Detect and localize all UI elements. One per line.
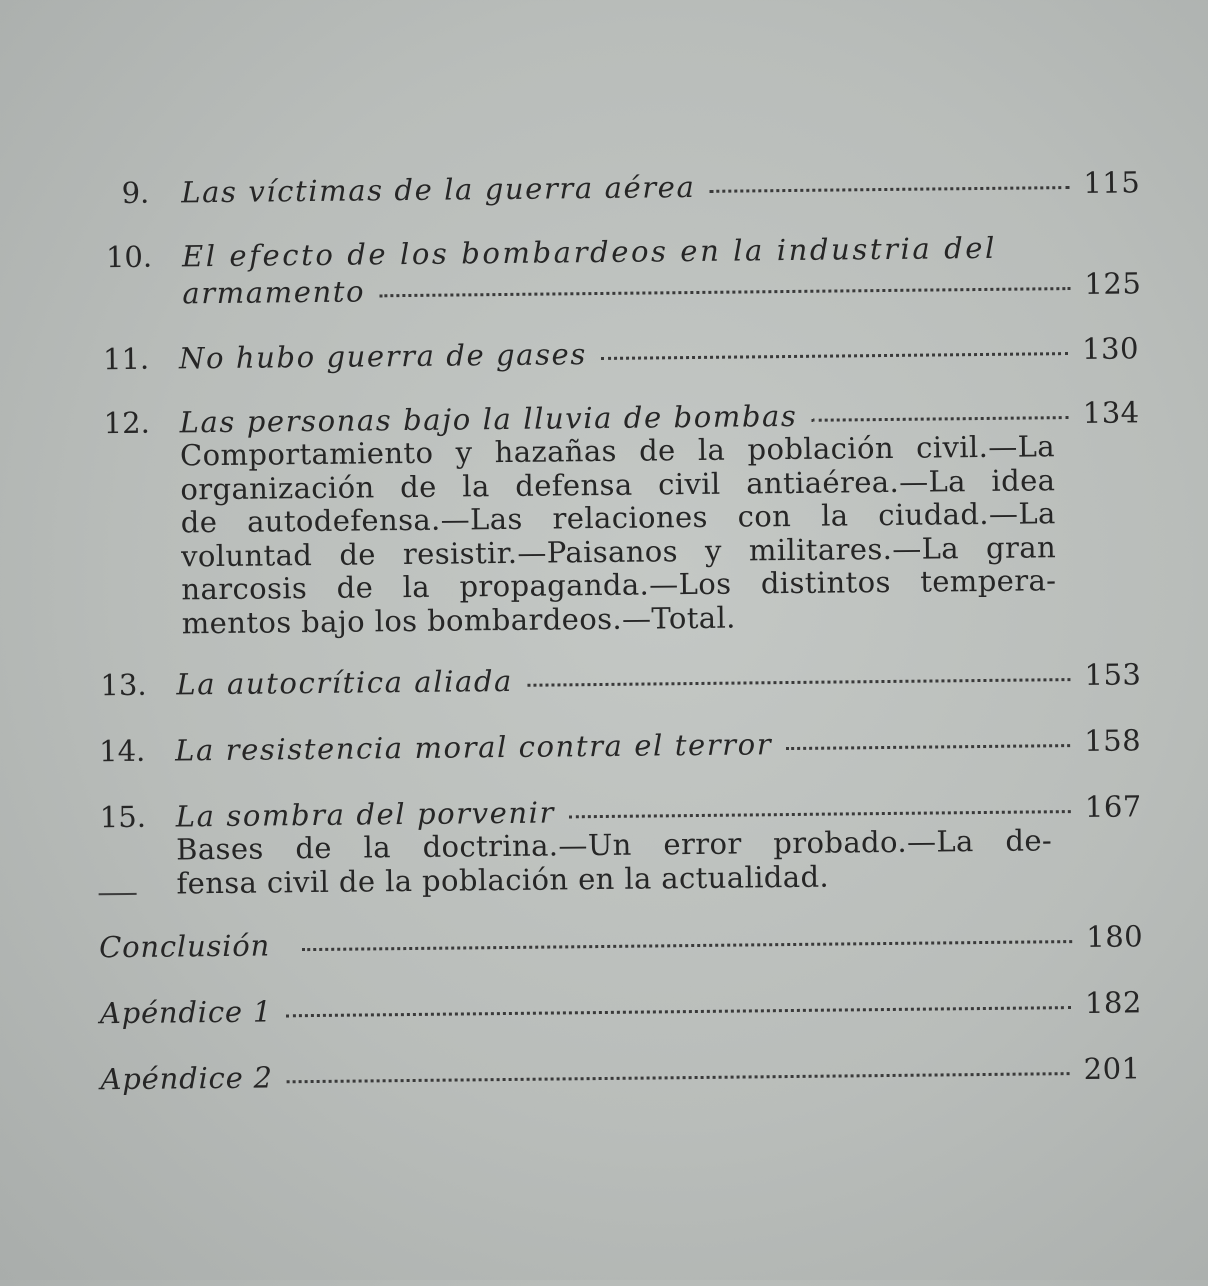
entry-number: 10. [105,239,153,275]
entry-title: La sombra del porvenir [175,795,556,834]
dot-leader [786,744,1070,750]
dot-leader [527,678,1071,687]
toc-entry-15[interactable] [100,790,1143,901]
toc-entry-appendix-2[interactable] [100,1052,1140,1096]
description-line: mentos bajo los bombardeos.—Total. [181,600,736,640]
entry-number: 14. [98,733,146,769]
dot-leader [601,352,1068,360]
dot-leader [811,416,1068,422]
description-line: narcosis de la propaganda.—Los distintos tempera- [181,563,1057,607]
entry-description [180,430,1057,640]
entry-title: Las víctimas de la guerra aérea [181,169,696,210]
toc-entry-13[interactable] [100,658,1141,702]
entry-page: 167 [1084,789,1142,824]
entry-title: Las personas bajo la lluvia de bombas [179,398,798,440]
entry-page: 153 [1084,657,1142,692]
dot-leader [569,810,1071,818]
entry-title-line-1: El efecto de los bombardeos en la industria del [181,230,998,274]
dot-leader [287,1072,1070,1083]
description-line: Bases de la doctrina.—Un error probado.—La de- [175,823,1053,867]
entry-title-line-2: armamento [182,274,366,311]
entry-number: 9. [121,175,150,210]
entry-number: 12. [103,405,151,441]
dot-leader [709,186,1069,193]
toc-entry-appendix-1[interactable] [100,986,1142,1030]
description-line: voluntad de resistir.—Paisanos y militares.—La gran [180,529,1057,573]
entry-page: 125 [1084,266,1142,301]
dot-leader [379,287,1070,297]
entry-number: 13. [100,667,147,703]
toc-entry-11[interactable] [103,332,1139,376]
ink-mark [99,893,137,895]
entry-page: 180 [1086,919,1144,954]
entry-page: 130 [1081,331,1140,366]
entry-title: La autocrítica aliada [176,663,514,702]
entry-page: 115 [1083,165,1141,200]
entry-page: 201 [1083,1051,1141,1086]
entry-title: La resistencia moral contra el terror [174,727,773,768]
entry-title: No hubo guerra de gases [178,337,587,376]
description-line: de autodefensa.—Las relaciones con la ciudad.—La [180,496,1056,540]
entry-title: Apéndice 1 [99,994,273,1031]
entry-title: Conclusión [99,928,271,965]
entry-number: 11. [102,341,150,377]
entry-page: 182 [1084,985,1143,1020]
toc-entry-9[interactable] [105,166,1140,210]
entry-number: 15. [99,799,147,835]
entry-page: 158 [1084,723,1142,758]
toc-entry-12[interactable] [104,396,1142,641]
entry-page: 134 [1082,395,1140,430]
dot-leader [286,1006,1071,1017]
dot-leader [302,940,1072,951]
toc-entry-10[interactable] [106,230,1142,311]
entry-description [176,824,1053,900]
toc-entry-conclusion[interactable] [99,920,1143,964]
entry-title: Apéndice 2 [100,1060,274,1097]
toc-entry-14[interactable] [99,724,1141,768]
description-line: fensa civil de la población en la actualidad. [176,859,830,900]
description-line: organización de la defensa civil antiaérea.—La idea [180,462,1056,506]
description-line: Comportamiento y hazañas de la población civil.—La [179,429,1056,473]
